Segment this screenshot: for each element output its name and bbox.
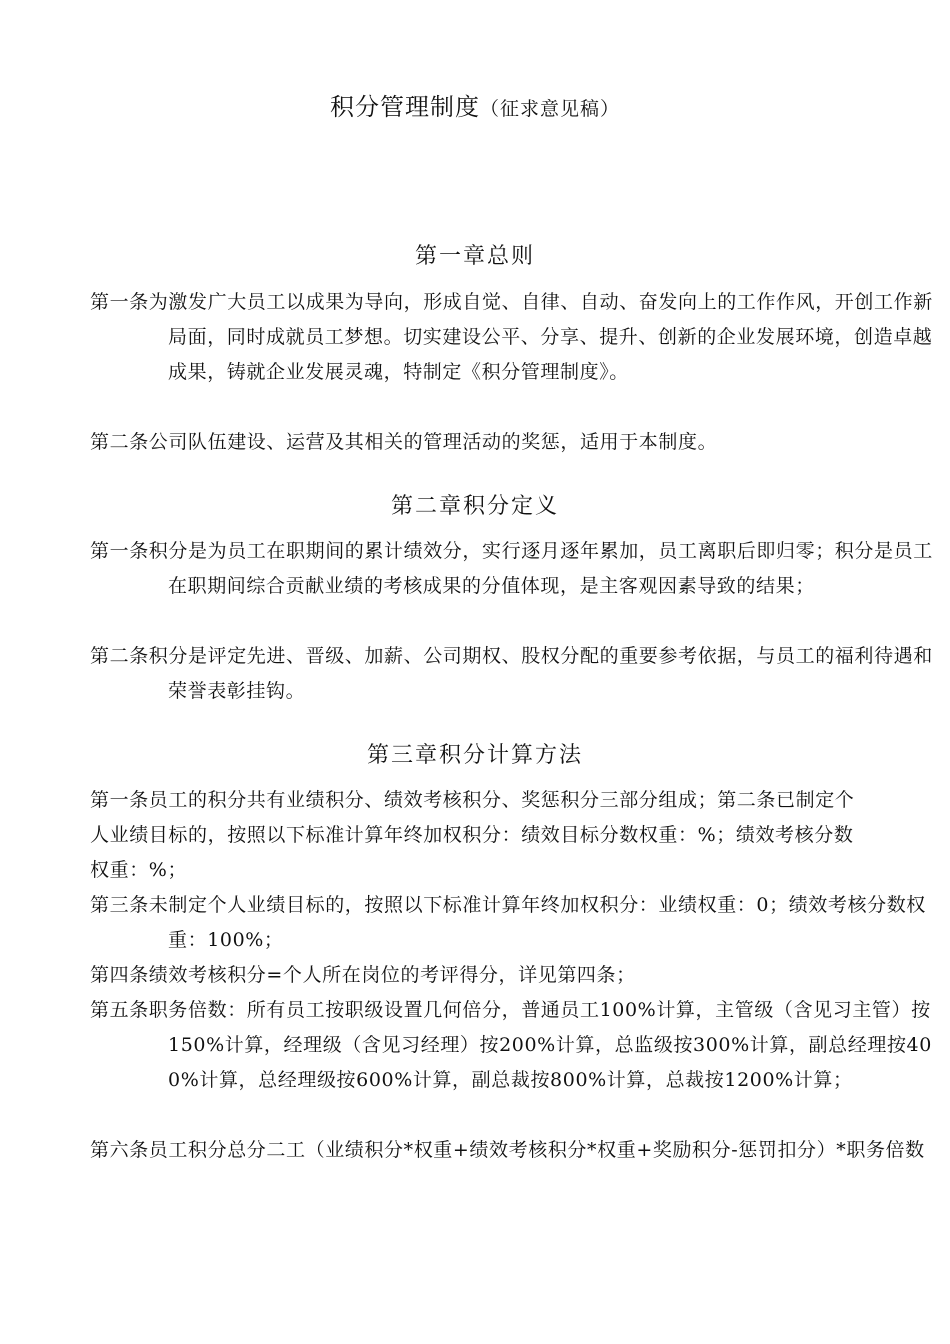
article-paragraph: 第一条员工的积分共有业绩积分、绩效考核积分、奖惩积分三部分组成；第二条已制定个人业绩目标的，按照以下标准计算年终加权积分：绩效目标分数权重：%；绩效考核分数权重：%； bbox=[90, 789, 855, 881]
article-paragraph: 第二条积分是评定先进、晋级、加薪、公司期权、股权分配的重要参考依据，与员工的福利待遇和荣誉表彰挂钩。 bbox=[90, 645, 933, 702]
chapter-title: 第二章积分定义 bbox=[390, 494, 559, 519]
chapter-title: 第三章积分计算方法 bbox=[366, 743, 583, 768]
chapter-title: 第一章总则 bbox=[414, 244, 535, 269]
article-paragraph: 第二条公司队伍建设、运营及其相关的管理活动的奖惩，适用于本制度。 bbox=[90, 431, 718, 453]
article-paragraph: 第一条积分是为员工在职期间的累计绩效分，实行逐月逐年累加，员工离职后即归零；积分是员工在职期间综合贡献业绩的考核成果的分值体现，是主客观因素导致的结果； bbox=[90, 540, 933, 597]
article-paragraph: 第三条未制定个人业绩目标的，按照以下标准计算年终加权积分：业绩权重：0；绩效考核分数权重：100%； bbox=[90, 894, 926, 951]
document-title-subtitle: （征求意见稿） bbox=[479, 98, 620, 120]
article-paragraph: 第六条员工积分总分二工（业绩积分*权重+绩效考核积分*权重+奖励积分-惩罚扣分）*职务倍数 bbox=[90, 1139, 925, 1161]
article-paragraph: 第一条为激发广大员工以成果为导向，形成自觉、自律、自动、奋发向上的工作作风，开创工作新局面，同时成就员工梦想。切实建设公平、分享、提升、创新的企业发展环境，创造卓越成果，铸就企业发展灵魂，特制定《积分管理制度》。 bbox=[90, 291, 933, 383]
document-title-main: 积分管理制度 bbox=[329, 93, 480, 121]
article-paragraph: 第四条绩效考核积分=个人所在岗位的考评得分，详见第四条； bbox=[90, 964, 636, 986]
article-paragraph: 第五条职务倍数：所有员工按职级设置几何倍分，普通员工100%计算，主管级（含见习主管）按150%计算，经理级（含见习经理）按200%计算，总监级按300%计算，副总经理按400%计算，总经理级按600%计算，副总裁按800%计算，总裁按1200%计算； bbox=[90, 999, 932, 1091]
document-title bbox=[0, 90, 950, 126]
